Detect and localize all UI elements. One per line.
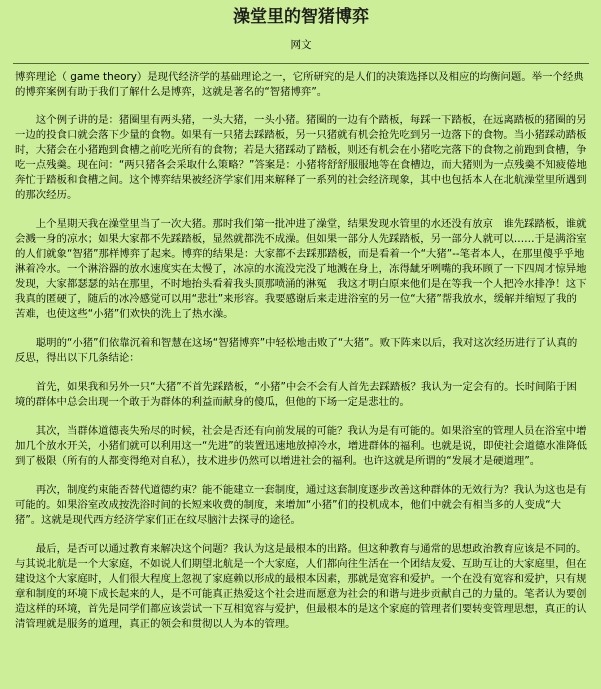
article-paragraph: 上个星期天我在澡堂里当了一次大猪。那时我们第一批冲进了澡堂，结果发现水管里的水还没有放京 谁先踩踏板，谁就会溅一身的凉水；如果大家都不先踩踏板，显然就都洗不成澡。但如果一部分人先踩踏板，另一部分人就可以……于是满浴室的人们就象“智猪”那样博弈了起来。博弈的结果是：大家都不去踩那踏板，而是看着一个“大猪”--笔者本人，在那里傻乎乎地淋着冷水。一个淋浴器的放水速度实在太慢了，冰凉的水流没完没了地溅在身上，冻得龇牙咧嘴的我环顾了一下四周才惊异地发现，大家都瑟瑟的站在那里，不时地抬头看着我头顶那喷涌的淋冤 我这才明白原来他们是在等我一个人把冷水排净！这下我真的匿硬了，随后的冰冷感觉可以用“悲壮”来形容。我要感谢后来走进浴室的另一位“大猪”帮我放水，缓解并缩短了我的苦难，也使这些“小猪”们欢快的洗上了热水澡。 — [15, 218, 587, 320]
article-paragraph: 首先，如果我和另外一只“大猪”不首先踩踏板，“小猪”中会不会有人首先去踩踏板？我认为一定会有的。长时间陷于困境的群体中总会出现一个敢于为群体的利益而献身的傻瓜，但他的下场一定是悲壮的。 — [15, 381, 577, 408]
article-paragraph: 再次，制度约束能否替代道德约束？能不能建立一套制度，通过这套制度逐步改善这种群体的无效行为？我认为这也是有可能的。如果浴室改成按洗浴时间的长短来收费的制度，来增加“小猪”们的投机成本，他们中就会有相当多的人变成“大猪”。这就是现代西方经济学家们正在纹尽脑汁去探寻的途径。 — [15, 484, 587, 526]
article-author: 网文 — [290, 39, 312, 51]
article-paragraph: 聪明的“小猪”们依靠沉着和智慧在这场“智猪博弈”中轻松地击败了“大猪”。败下阵来以后，我对这次经历进行了认真的反思，得出以下几条结论： — [15, 337, 578, 364]
article-paragraph: 博弈理论（ game theory）是现代经济学的基础理论之一，它所研究的是人们的决策选择以及相应的均衡问题。举一个经典的博弈案例有助于我们了解什么是博弈，这就是著名的“智猪博弈”。 — [15, 71, 584, 98]
title-divider — [13, 63, 589, 64]
article-title: 澡堂里的智猪博弈 — [233, 7, 369, 27]
article-paragraph: 其次，当群体道德丧失殆尽的时候，社会是否还有向前发展的可能？我认为是有可能的。如果浴室的管理人员在浴室中增加几个放水开关，小猪们就可以利用这一“先进”的装置迅速地放掉冷水，增进群体的福利。也就是说，即使社会道德水准降低到了极限（所有的人都变得绝对自私），技术进步仍然可以增进社会的福利。也许这就是所谓的“发展才是硬道理”。 — [15, 425, 587, 467]
article-paragraph: 最后，是否可以通过教育来解决这个问题？我认为这是最根本的出路。但这种教育与通常的思想政治教育应该是不同的。与其说北航是一个大家庭，不如说人们期望北航是一个大家庭，人们都向往生活在一个团结友爱、互助互让的大家庭里，但在建设这个大家庭时，人们很大程度上忽视了家庭赖以形成的最根本因素，那就是宽容和爱护。一个在没有宽容和爱护，只有规章和制度的环境下成长起来的人，是不可能真正热爱这个社会进而愿意为社会的和谐与进步贡献自己的力量的。笔者认为要创造这样的环境，首先是同学们都应该尝试一下互相宽容与爱护，但最根本的是这个家庭的管理者们要转变管理思想，真正的认清管理就是服务的道理，真正的领会和贯彻以人为本的管理。 — [15, 543, 587, 630]
article-body — [15, 70, 587, 632]
article-paragraph: 这个例子讲的是：猪圈里有两头猪，一头大猪，一头小猪。猪圈的一边有个踏板，每踩一下踏板，在远离踏板的猪圈的另一边的投食口就会落下少量的食物。如果有一只猪去踩踏板，另一只猪就有机会抢先吃到另一边落下的食物。当小猪踩动踏板时，大猪会在小猪跑到食槽之前吃光所有的食物；若是大猪踩动了踏板，则还有机会在小猪吃完落下的食物之前跑到食槽，争吃一点残羹。现在问：“两只猪各会采取什么策略？”答案是：小猪将舒舒服服地等在食槽边，而大猪则为一点残羹不知疲倦地奔忙于踏板和食槽之间。这个博弈结果被经济学家们用来解释了一系列的社会经济现象，其中也包括本人在北航澡堂里所遇到的那次经历。 — [15, 114, 587, 201]
